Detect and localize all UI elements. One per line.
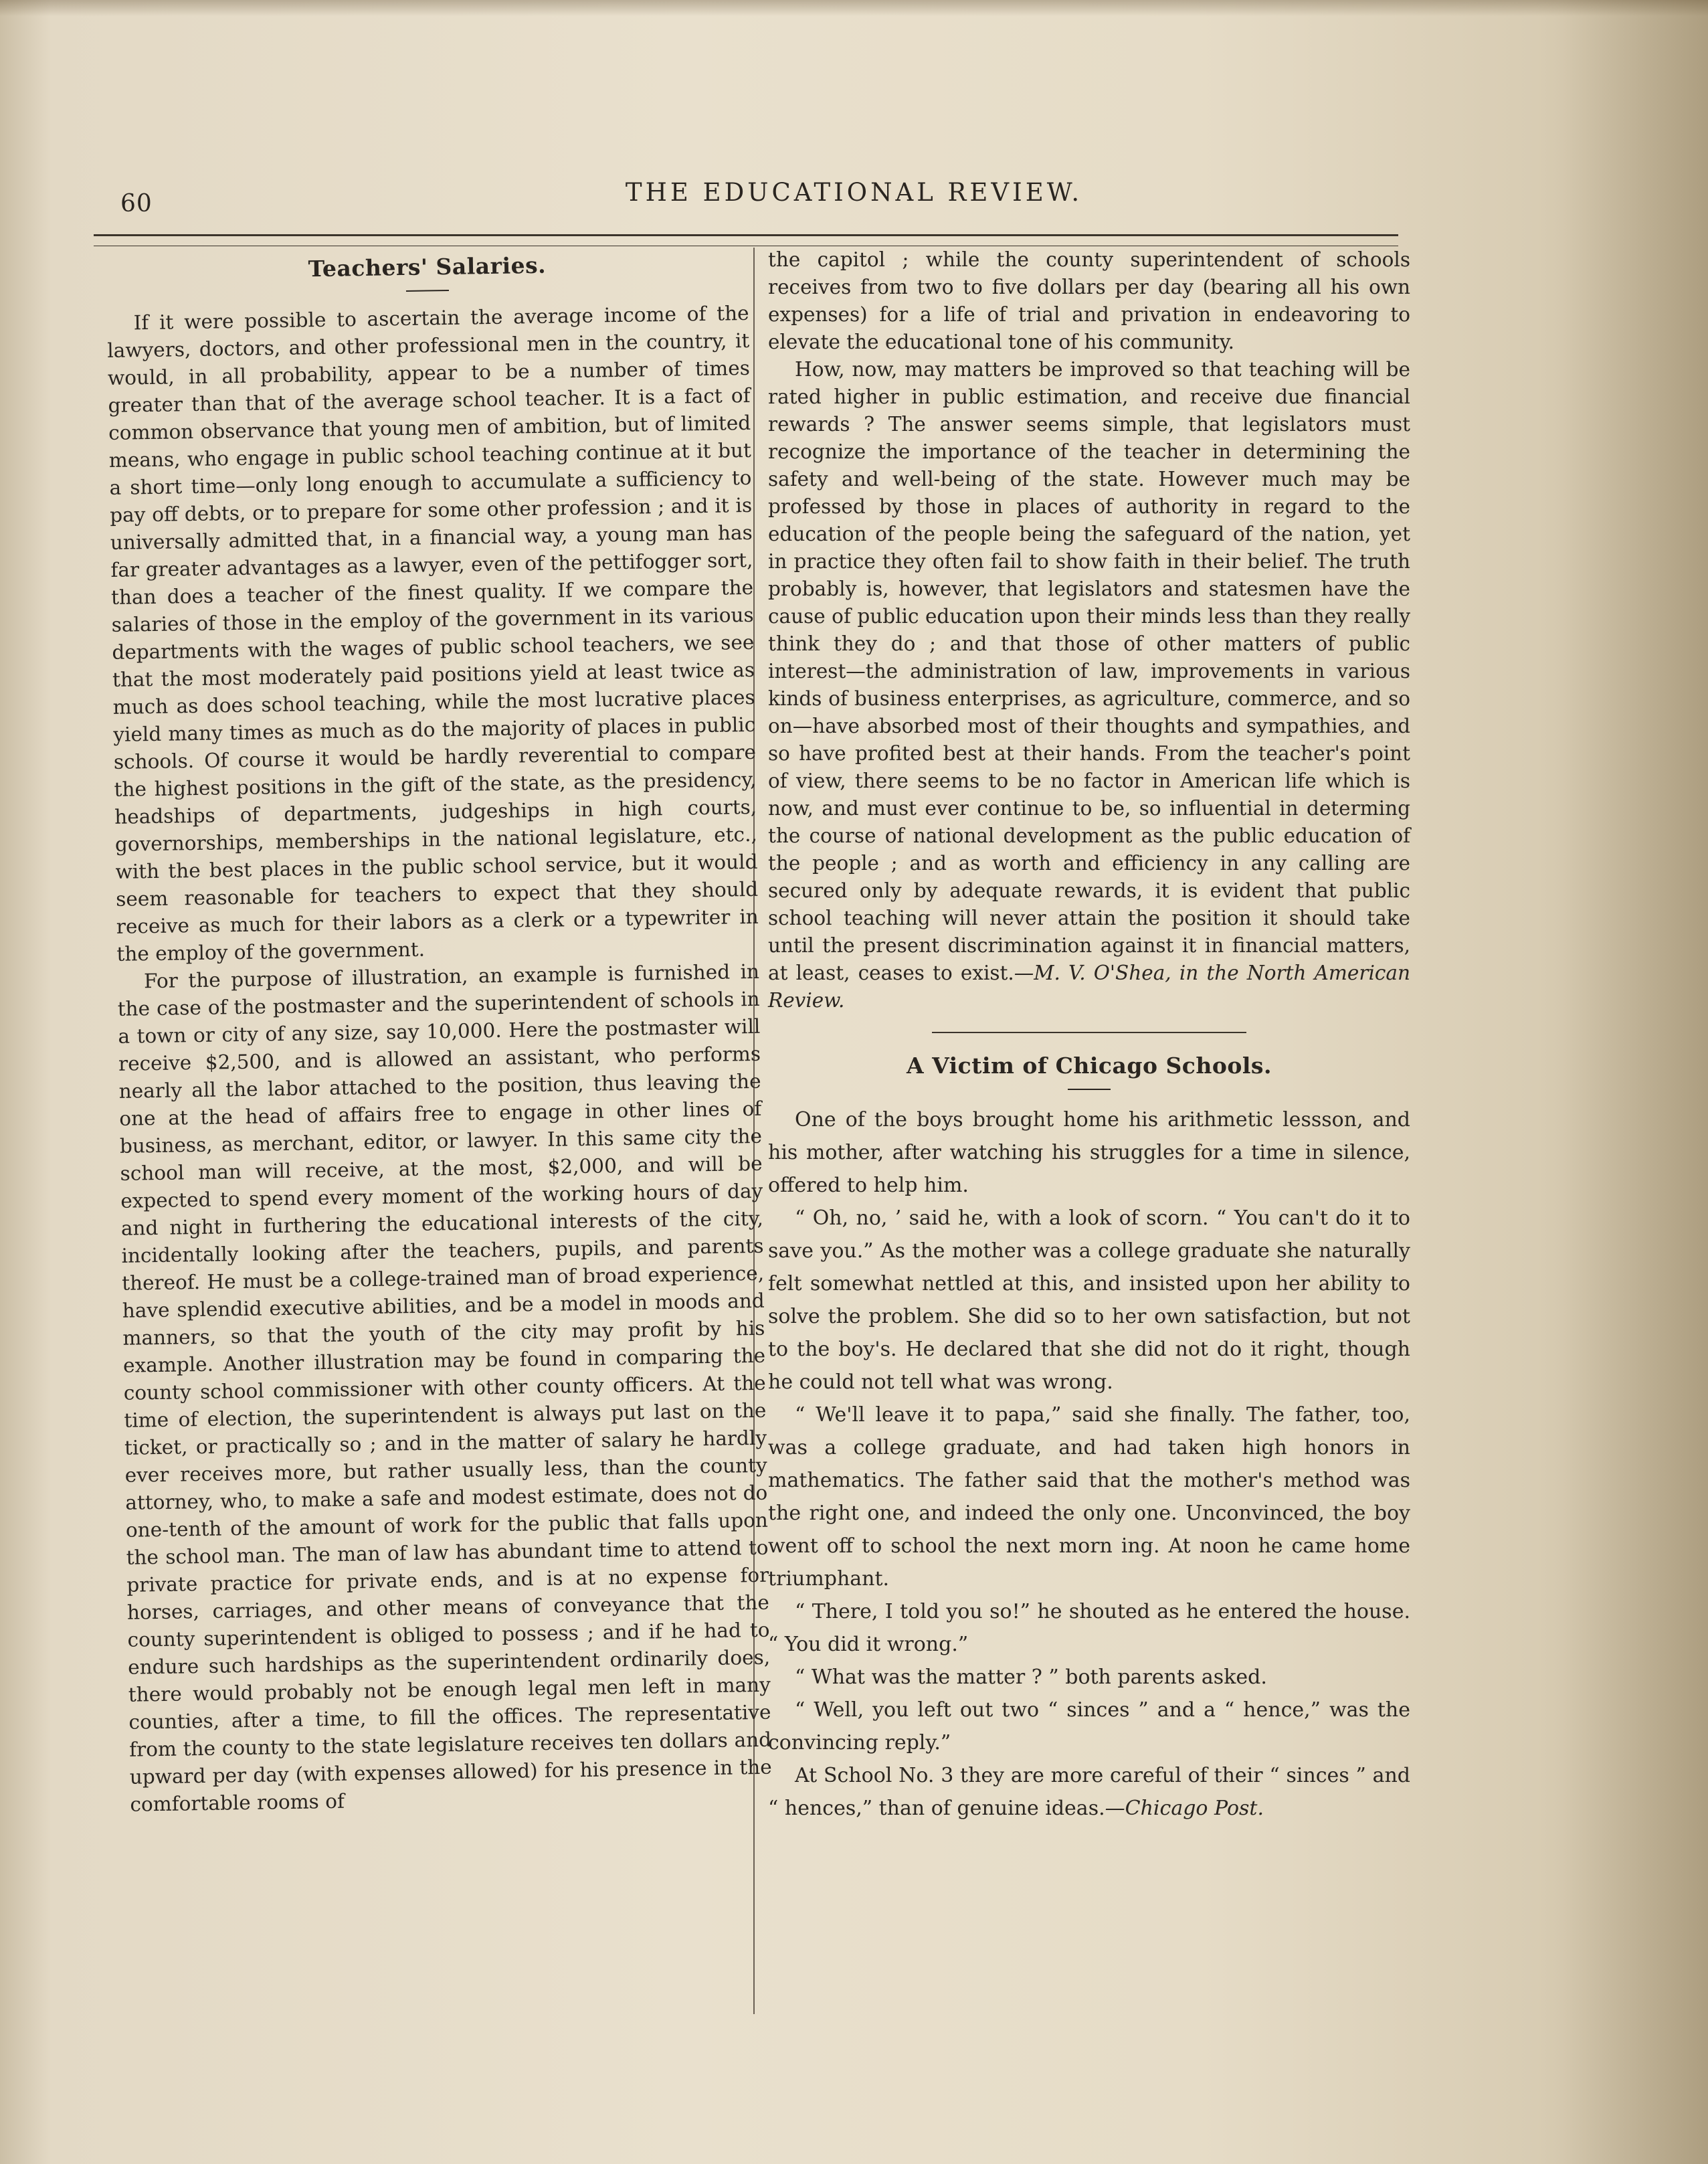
story-paragraph: One of the boys brought home his arithmetic lessson, and his mother, after watching his struggles for a time in silence, offered to help him.: [768, 1108, 1410, 1197]
title-rule: [1068, 1089, 1111, 1090]
page-number: 60: [120, 190, 153, 217]
journal-title: THE EDUCATIONAL REVIEW.: [625, 178, 1083, 207]
paragraph-text: At School No. 3 they are more careful of their “ sinces ” and “ hences,” than of genuine ideas.: [768, 1764, 1410, 1820]
page-top-shadow: [0, 0, 1708, 16]
section-divider: [932, 1032, 1246, 1033]
story-paragraph: “ What was the matter ? ” both parents asked.: [795, 1665, 1267, 1689]
right-column: [768, 246, 1410, 1825]
article-byline: —Chicago Post.: [1105, 1797, 1264, 1820]
story-paragraph: [768, 1759, 1410, 1825]
article-title: A Victim of Chicago Schools.: [906, 1053, 1272, 1079]
article-paragraph: If it were possible to ascertain the average income of the lawyers, doctors, and other professional men in the country, it would, in all probability, appear to be a number of times greater than that of the average school teacher. It is a fact of common observance that young men of ambition, but of limited means, who engage in public school teaching continue at it but a short time—only long enough to accumulate a sufficiency to pay off debts, or to prepare for some other profession ; and it is universally admitted that, in a financial way, a young man has far greater advantages as a lawyer, even of the pettifogger sort, than does a teacher of the finest quality. If we compare the salaries of those in the employ of the government in its various departments with the wages of public school teachers, we see that the most moderately paid positions yield at least twice as much as does school teaching, while the most lucrative places yield many times as much as do the majority of places in public schools. Of course it would be hardly reverential to compare the highest positions in the gift of the state, as the presidency, headships of departments, judgeships in high courts, governorships, memberships in the national legislature, etc., with the best places in the public school service, but it would seem reasonable for teachers to expect that they should receive as much for their labors as a clerk or a typewriter in the employ of the government.: [107, 301, 759, 966]
article-paragraph-continued: the capitol ; while the county superintendent of schools receives from two to five dollars per day (bearing all his own expenses) for a life of trial and privation in endeavoring to elevate the educational tone of his community.: [768, 248, 1410, 353]
story-paragraph: “ We'll leave it to papa,” said she finally. The father, too, was a college graduate, and had taken high honors in mathematics. The father said that the mother's method was the right one, and indeed the only one. Unconvinced, the boy went off to school the next morn ing. At noon he came home triumphant.: [768, 1403, 1410, 1591]
article-paragraph: For the purpose of illustration, an example is furnished in the case of the postmaster and the superintendent of schools in a town or city of any size, say 10,000. Here the postmaster will receive $2,500, and is allowed an assistant, who performs nearly all the labor attached to the position, thus leaving the one at the head of affairs free to engage in other lines of business, as merchant, editor, or lawyer. In this same city the school man will receive, at the most, $2,000, and will be expected to spend every moment of the working hours of day and night in furthering the educational interests of the city, incidentally looking after the teachers, pupils, and parents thereof. He must be a college-trained man of broad experience, have splendid executive abilities, and be a model in moods and manners, so that the youth of the city may profit by his example. Another illustration may be found in comparing the county school commissioner with other county officers. At the time of election, the superintendent is always put last on the ticket, or practically so ; and in the matter of salary he hardly ever receives more, but rather usually less, than the county attorney, who, to make a safe and modest estimate, does not do one-tenth of the amount of work for the public that falls upon the school man. The man of law has abundant time to attend to private practice for private ends, and is at no expense for horses, carriages, and other means of conveyance that the county superintendent is obliged to possess ; and if he had to endure such hardships as the superintendent ordinarily does, there would probably not be enough legal men left in many counties, after a time, to fill the offices. The representative from the county to the state legislature receives ten dollars and upward per day (with expenses allowed) for his presence in the comfortable rooms of: [117, 960, 772, 1816]
left-column: [106, 242, 773, 1819]
story-paragraph: “ Oh, no, ’ said he, with a look of scorn. “ You can't do it to save you.” As the mother was a college graduate she naturally felt somewhat nettled at this, and insisted upon her ability to solve the problem. She did so to her own satisfaction, but not to the boy's. He declared that she did not do it right, though he could not tell what was wrong.: [768, 1206, 1410, 1394]
page-edge-shadow: [1561, 0, 1708, 2164]
story-paragraph: “ Well, you left out two “ sinces ” and a “ hence,” was the convincing reply.”: [768, 1698, 1410, 1754]
article-byline: —M. V. O'Shea, in the North American Review.: [768, 962, 1411, 1012]
story-paragraph: “ There, I told you so!” he shouted as he entered the house. “ You did it wrong.”: [768, 1600, 1410, 1656]
paragraph-text: How, now, may matters be improved so that teaching will be rated higher in public estimation, and receive due financial rewards ? The answer seems simple, that legislators must recognize the importance of the teacher in determining the safety and well-being of the state. However much may be professed by those in places of authority in regard to the education of the people being the safeguard of the nation, yet in practice they often fail to show faith in their belief. The truth probably is, however, that legislators and statesmen have the cause of public education upon their minds less than they really think they do ; and that those of other matters of public interest—the administration of law, improvements in various kinds of business enterprises, as agriculture, commerce, and so on—have absorbed most of their thoughts and sympathies, and so have profited best at their hands. From the teacher's point of view, there seems to be no factor in American life which is now, and must ever continue to be, so influential in determing the course of national development as the public education of the people ; and as worth and efficiency in any calling are secured only by adequate rewards, it is evident that public school teaching will never attain the position it should take until the present discrimination against it in financial matters, at least, ceases to exist.: [768, 358, 1410, 984]
article-paragraph: [768, 356, 1410, 1014]
title-rule: [406, 290, 449, 292]
article-title: Teachers' Salaries.: [308, 252, 547, 282]
